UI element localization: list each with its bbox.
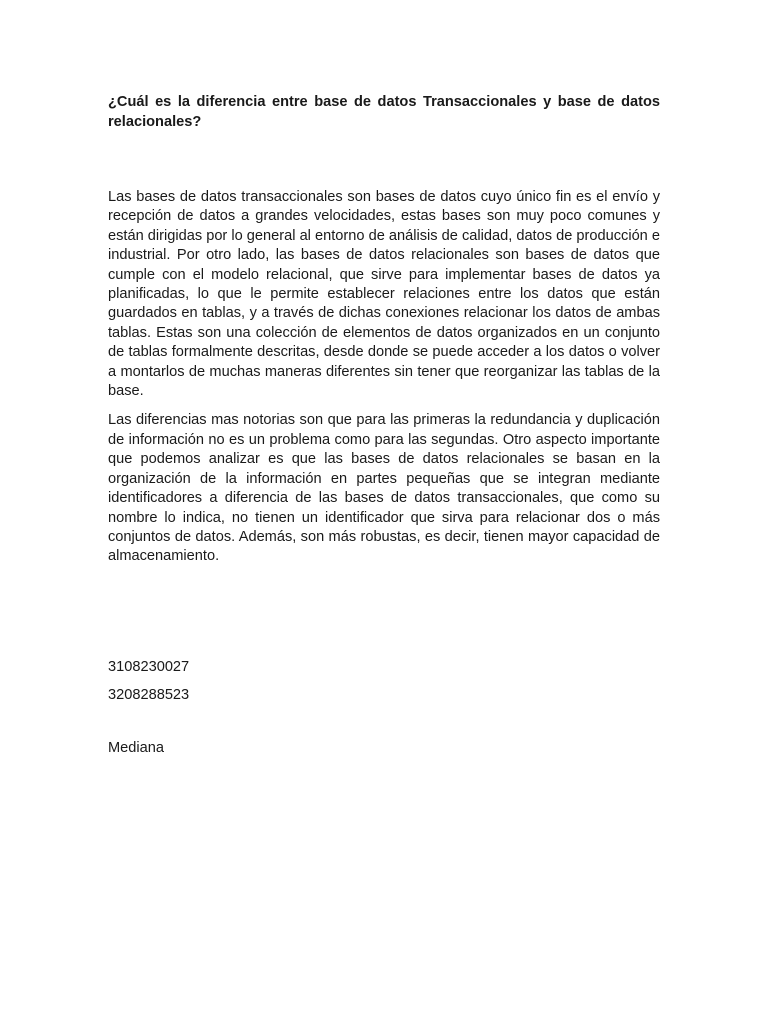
document-page: [108, 92, 660, 758]
paragraph-2: Las diferencias mas notorias son que para las primeras la redundancia y duplicación de información no es un problema como para las segundas. Otro aspecto importante que podemos analizar es que las bases de datos relacionales se basan en la organización de la información en partes pequeñas que se integran mediante identificadores a diferencia de las bases de datos transaccionales, que como su nombre lo indica, no tienen un identificador que sirva para relacionar dos o más conjuntos de datos. Además, son más robustas, es decir, tienen mayor capacidad de almacenamiento.: [108, 412, 660, 565]
phone-number-1: 3108230027: [108, 658, 190, 675]
phone-number-2: 3208288523: [108, 687, 190, 704]
document-heading: ¿Cuál es la diferencia entre base de datos Transaccionales y base de datos relacionales?: [108, 94, 660, 130]
paragraph-1: Las bases de datos transaccionales son bases de datos cuyo único fin es el envío y recepción de datos a grandes velocidades, estas bases son muy poco comunes y están dirigidas por lo general al entorno de análisis de calidad, datos de producción e industrial. Por otro lado, las bases de datos relacionales son bases de datos que cumple con el modelo relacional, que sirve para implementar bases de datos ya planificadas, lo que le permite establecer relaciones entre los datos que están guardados en tablas, y a través de dichas conexiones relacionar los datos de ambas tablas. Estas son una colección de elementos de datos organizados en un conjunto de tablas formalmente descritas, desde donde se puede acceder a los datos o volver a montarlos de muchas maneras diferentes sin tener que reorganizar las tablas de la base.: [108, 189, 660, 400]
signature-text: Mediana: [108, 739, 164, 756]
